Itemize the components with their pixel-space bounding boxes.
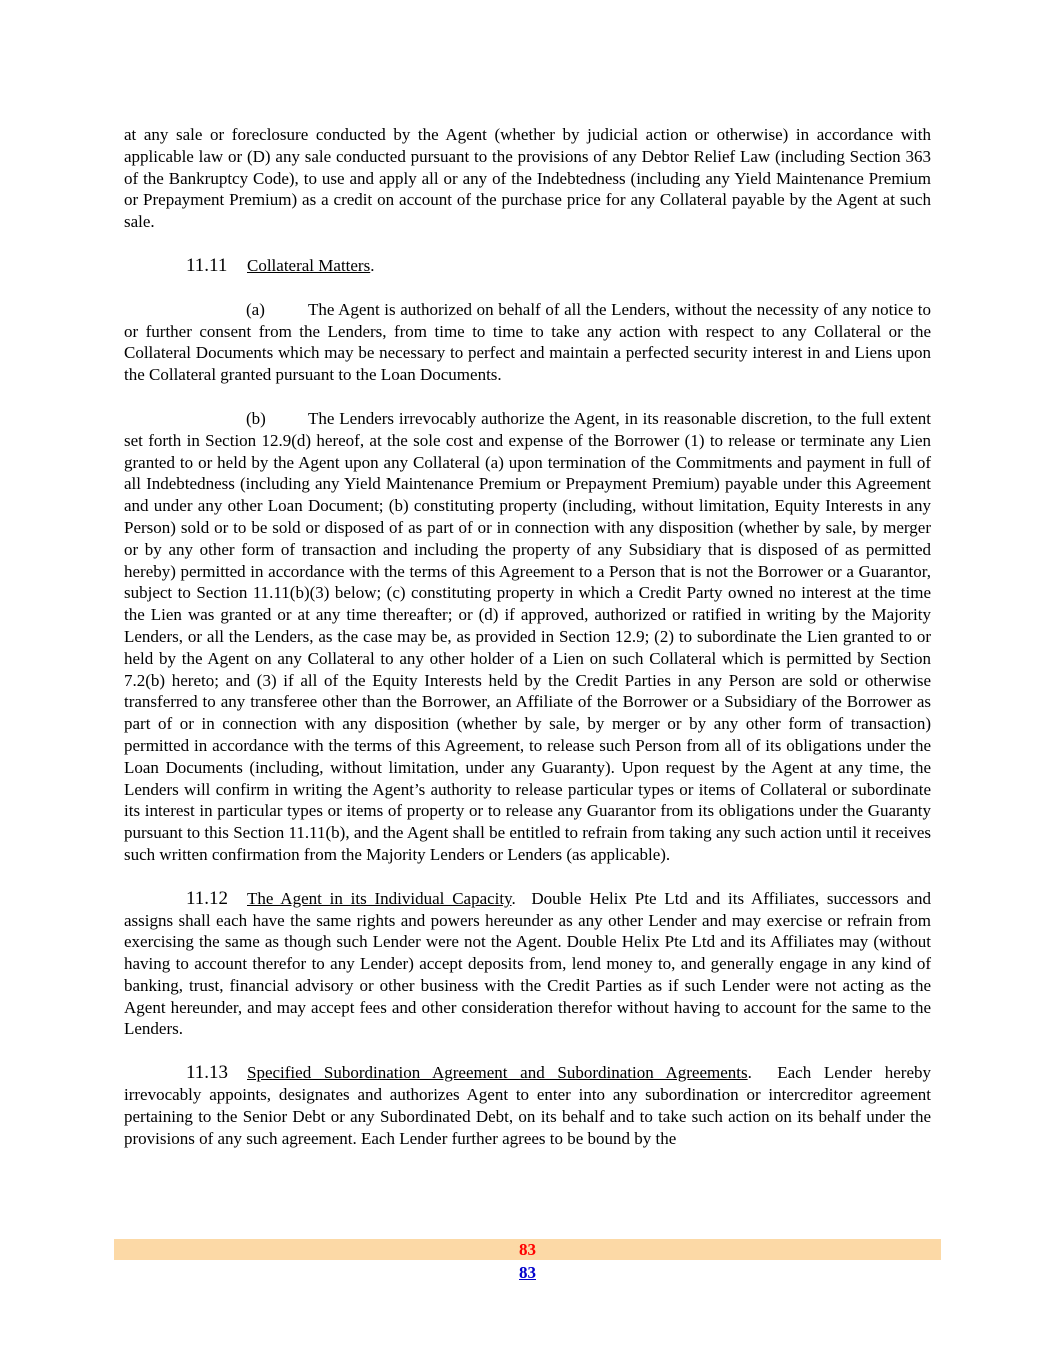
spacer [124, 386, 931, 408]
spacer [124, 866, 931, 888]
page-number-link[interactable]: 83 [519, 1263, 536, 1282]
spacer [124, 1040, 931, 1062]
section-number: 11.11 [186, 254, 228, 276]
section-11-11-paragraph-a [124, 299, 931, 386]
paragraph-label: (b) [246, 408, 266, 428]
section-body: Double Helix Pte Ltd and its Affiliates, successors and assigns shall each have the same rights and powers hereunder as any other Lender and may exercise or refrain from exercising the same as though such Lender were not the Agent. Double Helix Pte Ltd and its Affiliates may (without having to account therefor to any Lender) accept deposits from, lend money to, and generally engage in any kind of banking, trust, financial advisory or other business with the Credit Parties as if such Lender were not acting as the Agent hereunder, and may accept fees and other consideration therefor without having to account for the same to the Lenders. [124, 888, 932, 1039]
intro-paragraph: at any sale or foreclosure conducted by the Agent (whether by judicial action or otherwise) in accordance with applicable law or (D) any sale conducted pursuant to the provisions of any Debtor Relief Law (including Section 363 of the Bankruptcy Code), to use and apply all or any of the Indebtedness (including any Yield Maintenance Premium or Prepayment Premium) as a credit on account of the purchase price for any Collateral payable by the Agent at such sale. [124, 125, 931, 232]
page-number-red: 83 [519, 1240, 536, 1259]
section-title-suffix: . [370, 255, 375, 275]
section-title: The Agent in its Individual Capacity [247, 888, 512, 908]
paragraph-label: (a) [246, 299, 265, 319]
section-11-13-paragraph [124, 1062, 931, 1149]
section-11-11-heading [124, 255, 931, 277]
section-body: Each Lender hereby irrevocably appoints, designates and authorizes Agent to enter into any subordination or intercreditor agreement pertaining to the Senior Debt or any Subordinated Debt, on its behalf and to take such action on its behalf under the provisions of any such agreement. Each Lender further agrees to be bound by the [124, 1063, 931, 1148]
section-title: Collateral Matters [247, 255, 371, 275]
spacer [124, 277, 931, 299]
paragraph-text: The Lenders irrevocably authorize the Agent, in its reasonable discretion, to the full extent set forth in Section 12.9(d) hereof, at the sole cost and expense of the Borrower (1) to release or terminate any Lien granted to or held by the Agent upon any Collateral (a) upon termination of the Commitments and payment in full of all Indebtedness (including any Yield Maintenance Premium or Prepayment Premium) payable under this Agreement and under any other Loan Document; (b) constituting property (including, without limitation, Equity Interests in any Person) sold or to be sold or disposed of as part of or in connection with any disposition (whether by sale, by merger or by any other form of transaction and including the property of any Subsidiary that is disposed of as permitted hereby) permitted in accordance with the terms of this Agreement to a Person that is not the Borrower or a Guarantor, subject to Section 11.11(b)(3) below; (c) constituting property in which a Credit Party owned no interest at the time the Lien was granted or at any time thereafter; or (d) if approved, authorized or ratified in writing by the Majority Lenders, or all the Lenders, as the case may be, as provided in Section 12.9; (2) to subordinate the Lien granted to or held by the Agent on any Collateral to any other holder of a Lien on such Collateral which is permitted by Section 7.2(b) hereto; and (3) if all of the Equity Interests held by the Credit Parties in any Person are sold or otherwise transferred to any transferee other than the Borrower, an Affiliate of the Borrower or a Subsidiary of the Borrower as part of or in connection with any disposition (whether by sale, by merger or by any other form of transaction) permitted in accordance with the terms of this Agreement, to release such Person from all of its obligations under the Loan Documents (including, without limitation, under any Guaranty). Upon request by the Agent at any time, the Lenders will confirm in writing the Agent’s authority to release particular types or items of Collateral or subordinate its interest in particular types or items of property or to release any Guarantor from its obligations under the Guaranty pursuant to this Section 11.11(b), and the Agent shall be entitled to refrain from taking any such action until it receives such written confirmation from the Majority Lenders or Lenders (as applicable). [124, 408, 931, 864]
section-number: 11.13 [186, 1062, 229, 1084]
section-title: Specified Subordination Agreement and Subordination Agreements [247, 1063, 748, 1083]
spacer [124, 233, 931, 255]
document-page [124, 124, 931, 1149]
section-title-suffix: . [511, 888, 516, 908]
section-11-11-paragraph-b [124, 408, 931, 866]
section-11-12-paragraph [124, 888, 931, 1041]
section-title-suffix: . [747, 1063, 752, 1083]
section-number: 11.12 [186, 887, 229, 909]
paragraph-text: The Agent is authorized on behalf of all the Lenders, without the necessity of any notice to or further consent from the Lenders, from time to time to take any action with respect to any Collateral or the Collateral Documents which may be necessary to perfect and maintain a perfected security interest in and Liens upon the Collateral granted pursuant to the Loan Documents. [124, 299, 931, 385]
